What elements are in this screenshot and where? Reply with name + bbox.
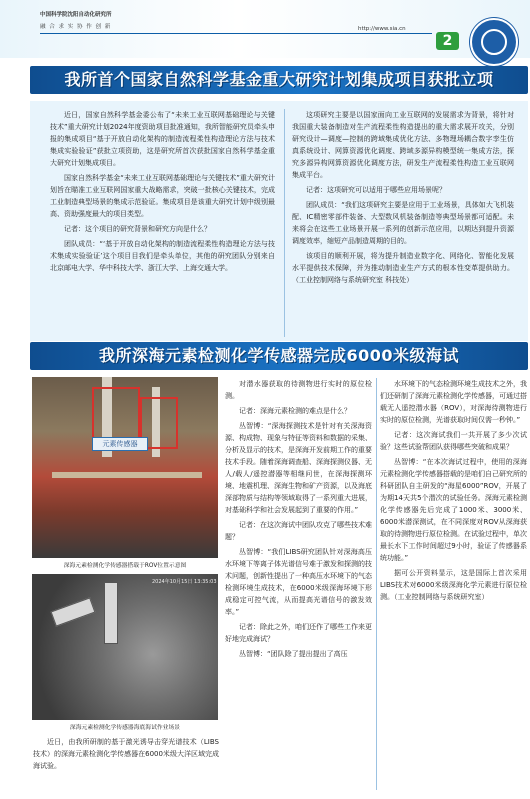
column-divider bbox=[376, 378, 377, 790]
paragraph: 记者：这个项目的研究背景和研究方向是什么？ bbox=[64, 225, 211, 233]
paragraph: 记者：这次海试我们一共开展了多少次试验？这些试验帮团队获得哪些突破和成果？ bbox=[380, 431, 527, 451]
paragraph: 丛智博：“团队除了提出提出了高压 bbox=[239, 650, 348, 658]
manipulator-arm bbox=[51, 597, 96, 626]
page-number: 2 bbox=[436, 32, 459, 50]
paragraph: 这项研究主要是以国家面向工业互联网的发展需求为背景，将针对我国重大装备制造对生产流程柔性构造提出的重大需求展开攻关，分别研究设计—调度—控制的跨域集成优化方法、多物理场耦合数字孪生仿真系统设计、网算资源优化调度、跨域多源异构模型统一集成方法，探究多源异构网算资源优化调度方法，研发生产流程柔性构造工业互联网集成平台。 bbox=[292, 111, 514, 179]
article2-title: 我所深海元素检测化学传感器完成6000米级海试 bbox=[98, 346, 460, 365]
rov-deck-rail bbox=[52, 472, 202, 478]
paragraph: 丛智博：“我们LIBS研究团队针对深海高压水环境下等离子体光谱信号难于激发和探测的技术问题，创新性提出了一种高压水环境下的气态检测环境生成技术，在6000米级深海环境下形成稳定可控气流，从而提高光谱信号的激发效率。” bbox=[225, 548, 372, 616]
paragraph: 国家自然科学基金“未来工业互联网基础理论与关键技术”重大研究计划旨在瞄准工业互联网国家重大战略需求，突破一批核心关键技术，完成工业制造典型场景的集成示范验证。集成项目是该重大研究计划中级别最高、资助强度最大的项目类型。 bbox=[50, 174, 275, 218]
paragraph: 丛智博：“在本次海试过程中，使用的深海元素检测化学传感器搭载的是咱们自己研究所的科研团队自主研发的“海星6000”ROV，开展了为期14天共5个潜次的试验任务。深海元素检测化学传感器先后完成了1000米、3000米、6000米潜深测试，在不同深度对ROV从深海获取的待测物进行原位检测。在试验过程中，单次最长水下工作时间超过9小时，验证了传感器系统功能。” bbox=[380, 458, 527, 562]
paragraph: 记者：除此之外，咱们还作了哪些工作来更好地完成海试？ bbox=[225, 623, 372, 643]
paragraph: 近日，由我所研制的基于激光诱导击穿光谱技术（LIBS技术）的深海元素检测化学传感器在6000米级大洋区域完成海试验。 bbox=[33, 738, 219, 770]
institute-logo-icon bbox=[470, 18, 518, 66]
paragraph: 记者：在这次海试中团队攻克了哪些技术难题？ bbox=[225, 521, 372, 541]
paragraph: 近日，国家自然科学基金委公布了“未来工业互联网基础理论与关键技术”重大研究计划2024年度资助项目批准通知，我所智能研究员牵头申报的集成项目“基于开放自动化架构的制造流程柔性构造理论方法与技术集成实验验证”获批立项资助，这是研究所首次获批国家自然科学基金重大研究计划集成项目。 bbox=[50, 111, 275, 167]
article2-left-column bbox=[33, 736, 219, 775]
website-url: http://www.sia.cn bbox=[358, 26, 406, 32]
paragraph: 团队成员：“我们这项研究主要是应用于工业场景，具体如大飞机装配、IC精密零部件装备、大型数风机装备制造等典型场景都可适配。未来将会在这些工业场景开展一系列的创新示范应用，以期达到提升资源调度效率，缩短产品制造周期的目的。 bbox=[292, 201, 514, 245]
article1-title-banner bbox=[30, 66, 528, 94]
manipulator-arm bbox=[104, 582, 118, 644]
article2-middle-column bbox=[225, 378, 372, 663]
org-motto: 融 合 求 实 协 作 创 新 bbox=[40, 24, 112, 30]
photo-timestamp: 2024年10月15日 13:35:03 bbox=[152, 579, 217, 585]
paragraph: 水环境下的气态检测环境生成技术之外，我们还研制了深海元素检测化学传感器，可通过搭载无人遥控潜水器（ROV），对深海待测物进行实时的原位检测，光谱获取时间仅需一秒钟。” bbox=[380, 380, 527, 424]
article2-title-banner bbox=[30, 342, 528, 370]
page-header bbox=[0, 0, 530, 58]
seafloor-test-photo bbox=[32, 574, 218, 720]
column-divider bbox=[284, 109, 285, 337]
sensor-label: 元素传感器 bbox=[92, 437, 148, 451]
article1-left-column bbox=[50, 109, 275, 277]
rov-sensor-photo bbox=[32, 377, 218, 558]
paragraph: 记者：这项研究可以适用于哪些应用场景呢？ bbox=[306, 186, 446, 194]
figure2-caption: 深海元素检测化学传感器海底海试作业场景 bbox=[69, 725, 181, 731]
article1-right-column bbox=[292, 109, 514, 289]
org-name: 中国科学院沈阳自动化研究所 bbox=[40, 12, 112, 18]
figure1-caption: 深海元素检测化学传感器搭载于ROV位置示意图 bbox=[63, 563, 187, 569]
paragraph: 团队成员：“‘基于开放自动化架构的制造流程柔性构造理论方法与技术集成实验验证’这个项目目我们是牵头单位，其他的研究团队分别来自北京邮电大学、华中科技大学、浙江大学、上海交通大学。 bbox=[50, 240, 275, 272]
paragraph: 丛智博：“深海探测技术是针对有关深海资源、构成物、现象与特征等资料和数据的采集、分析及显示的技术，是深海开发前期工作的重要技术手段。随着深海调查船、深海探测仪器、无人/载人/遥控潜器等相继问世，在深海探测环境、地震机理、深海生物和矿产资源，以及海底深部物质与结构等领域取得了一系列重大进展，对基础科学和社会发展起到了重要的作用。” bbox=[225, 422, 372, 514]
article2-right-column bbox=[380, 378, 527, 606]
paragraph: 记者：深海元素检测的难点是什么？ bbox=[239, 407, 351, 415]
article1-title: 我所首个国家自然科学基金重大研究计划集成项目获批立项 bbox=[64, 70, 494, 89]
header-rule bbox=[40, 33, 432, 34]
paragraph: 对潜水器获取的待测物进行实时的原位检测。 bbox=[225, 380, 372, 400]
paragraph: 据可公开资料显示，这是国际上首次采用LIBS技术对6000米级深海化学元素进行原位检测。（工业控制网络与系统研究室） bbox=[380, 569, 527, 601]
paragraph: 该项目的顺利开展，将为提升制造业数字化、网络化、智能化发展水平提供技术保障，并为推动制造业生产方式的根本性变革提供助力。（工业控制网络与系统研究室 科技处） bbox=[292, 252, 514, 284]
